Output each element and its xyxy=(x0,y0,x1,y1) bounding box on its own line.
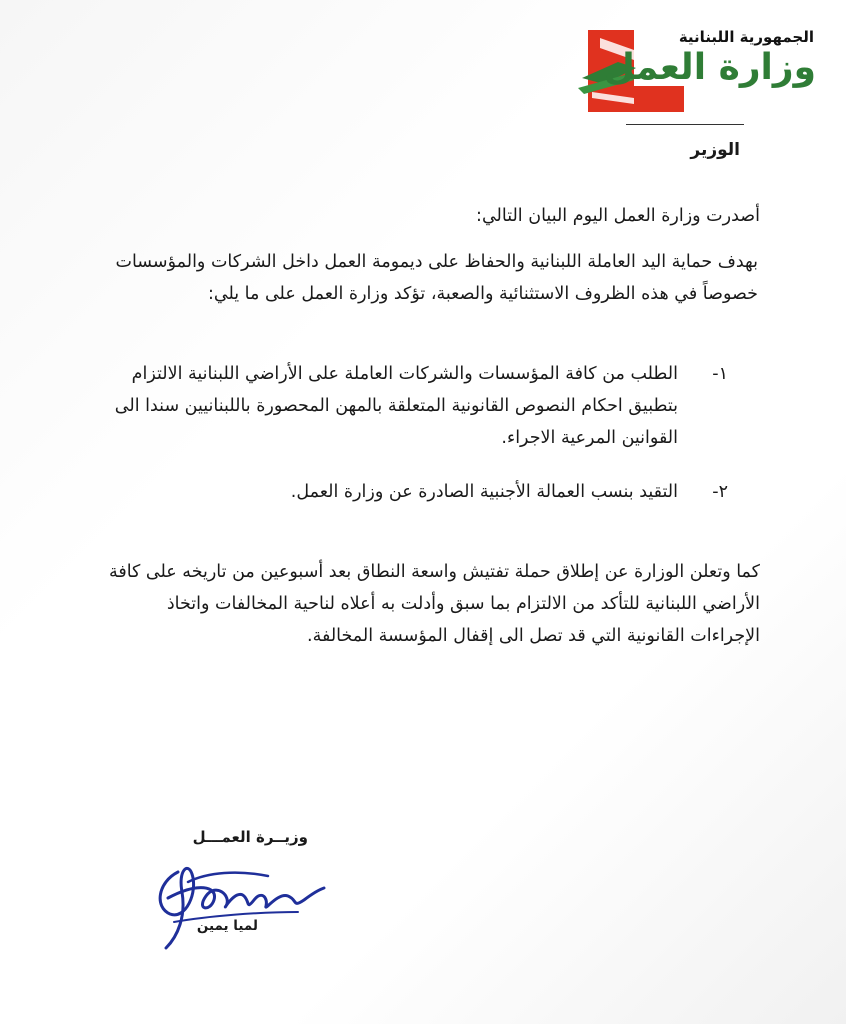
item-line: التقيد بنسب العمالة الأجنبية الصادرة عن وزارة العمل. xyxy=(290,482,678,502)
item-line: بتطبيق احكام النصوص القانونية المتعلقة بالمهن المحصورة باللبنانيين سندا الى xyxy=(114,396,678,416)
paragraph-inspection xyxy=(109,556,760,652)
item-text xyxy=(291,476,678,508)
item-number: ٢- xyxy=(712,482,728,502)
header-divider xyxy=(626,124,744,125)
signatory-title: وزيــرة العمـــل xyxy=(192,828,308,846)
paragraph-line: بهدف حماية اليد العاملة اللبنانية والحفاظ على ديمومة العمل داخل الشركات والمؤسسات xyxy=(115,252,758,272)
handwritten-signature xyxy=(148,852,328,952)
item-line: القوانين المرعية الاجراء. xyxy=(501,428,678,448)
paragraph-line: خصوصاً في هذه الظروف الاستثنائية والصعبة، تؤكد وزارة العمل على ما يلي: xyxy=(207,284,758,304)
republic-label: الجمهورية اللبنانية xyxy=(678,28,814,46)
signatory-name: لميا يمين xyxy=(196,918,258,934)
ministry-name: وزارة العمل xyxy=(603,47,816,88)
item-line: الطلب من كافة المؤسسات والشركات العاملة على الأراضي اللبنانية الالتزام xyxy=(131,364,678,384)
paragraph-purpose xyxy=(116,246,759,310)
paragraph-line: الأراضي اللبنانية للتأكد من الالتزام بما سبق وأدلت به أعلاه لناحية المخالفات واتخاذ xyxy=(166,594,760,614)
minister-label: الوزير xyxy=(690,140,740,160)
statement-intro: أصدرت وزارة العمل اليوم البيان التالي: xyxy=(476,206,760,226)
paragraph-line: الإجراءات القانونية التي قد تصل الى إقفال المؤسسة المخالفة. xyxy=(307,626,760,646)
item-text xyxy=(115,358,678,454)
paragraph-line: كما وتعلن الوزارة عن إطلاق حملة تفتيش واسعة النطاق بعد أسبوعين من تاريخه على كافة xyxy=(108,562,760,582)
ministry-logo xyxy=(578,28,818,114)
item-number: ١- xyxy=(712,364,728,384)
